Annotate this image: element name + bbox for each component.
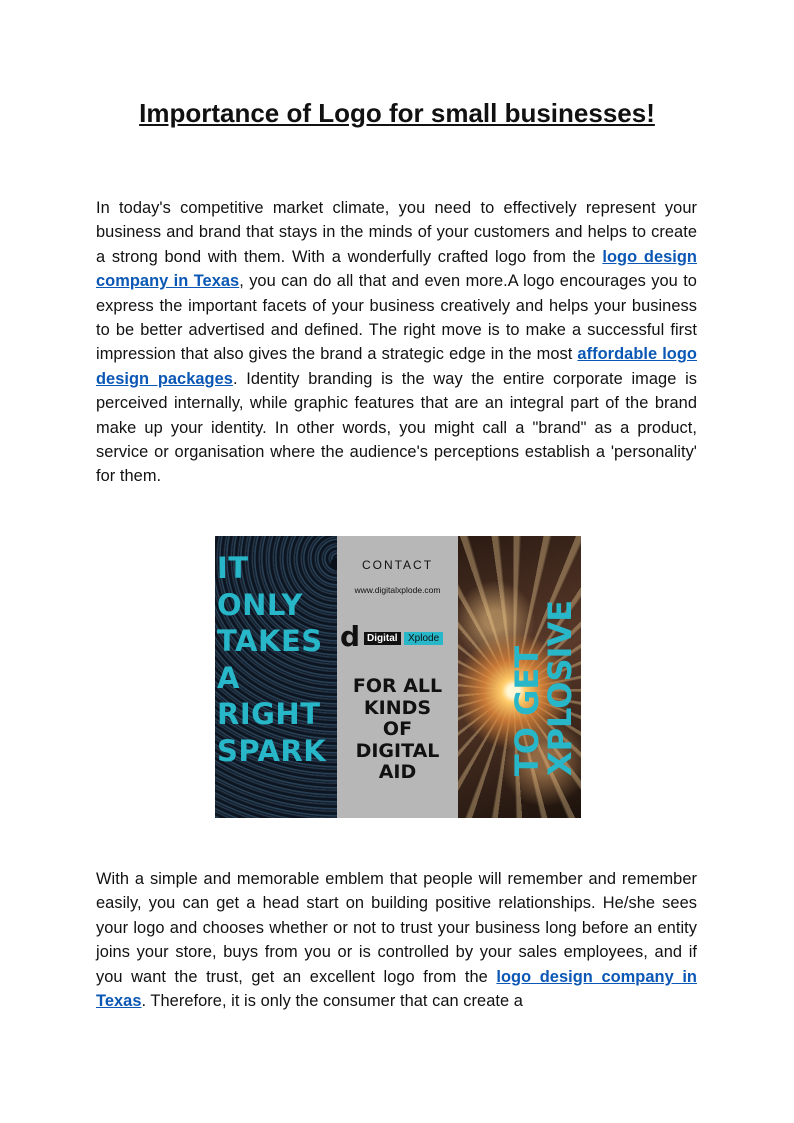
logo-word-xplode: Xplode <box>404 632 443 645</box>
logo-mark: d <box>340 620 361 653</box>
affordable-packages-link[interactable]: affordable logo design packages <box>96 345 697 388</box>
paragraph-text: With a simple and memorable emblem that people will remember and remember easily, you can get a head start on building positive relationships. He/she sees your logo and chooses whether or not to trust your business long before an entity joins your store, buys from you or is controlled by your sales employees, and if you want the trust, get an excellent logo from the <box>96 870 697 986</box>
logo-design-company-link[interactable]: logo design company in Texas <box>96 967 697 1011</box>
xplosive-vertical-text: TO GET XPLOSIVE <box>508 599 579 777</box>
paragraph-text: . Identity branding is the way the entire corporate image is perceived internally, while graphic features that are an integral part of the brand make up your identity. In other words, you might call a "brand" as a product, service or organisation where the audience's perceptions establish a 'personality' for them. <box>96 369 697 486</box>
paragraph-text: . Therefore, it is only the consumer that can create a <box>141 992 523 1011</box>
logo-design-company-link[interactable]: logo design company in Texas <box>96 247 697 291</box>
second-paragraph <box>96 867 697 1013</box>
page-title: Importance of Logo for small businesses! <box>139 98 655 128</box>
paragraph-text: , you can do all that and even more.A logo encourages you to express the important facets of your business creatively and helps your business to be better advertised and defined. The right move is to make a successful first impression that also gives the brand a strategic edge in the most <box>96 272 697 364</box>
contact-label: CONTACT <box>361 558 434 572</box>
banner-middle-panel <box>337 536 458 818</box>
banner-left-panel <box>215 536 337 818</box>
promo-banner-image <box>215 536 581 818</box>
contact-url: www.digitalxplode.com <box>354 585 441 595</box>
digital-aid-text: FOR ALL KINDS OF DIGITAL AID <box>352 675 443 783</box>
logo-word-digital: Digital <box>364 632 401 645</box>
banner-right-panel <box>458 536 581 818</box>
paragraph-text: In today's competitive market climate, you need to effectively represent your business and brand that stays in the minds of your customers and helps to create a strong bond with them. With a wonderfully crafted logo from the <box>96 199 697 266</box>
spark-headline: IT ONLY TAKES A RIGHT SPARK <box>217 551 327 768</box>
digital-xplode-logo <box>340 620 450 653</box>
intro-paragraph <box>96 196 697 489</box>
